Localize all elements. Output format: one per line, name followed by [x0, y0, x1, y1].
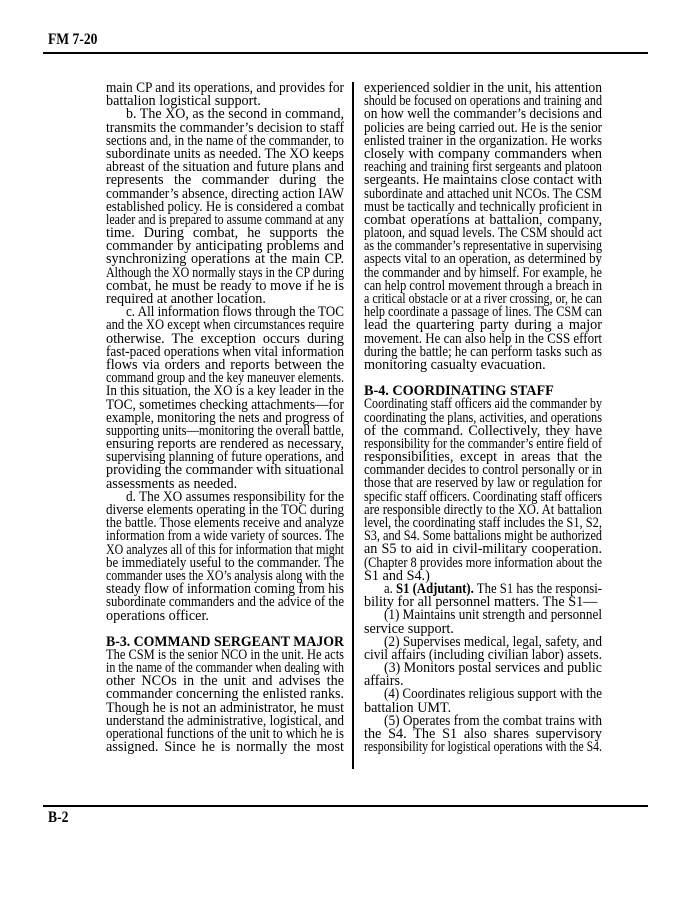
text-line: in the name of the commander when dealing with: [106, 660, 344, 677]
text-line: service support.: [364, 620, 454, 637]
text-line: responsibilities, except in areas that the: [364, 449, 602, 466]
text-line: platoon, and squad levels. The CSM should act: [364, 225, 602, 242]
text-line: abreast of the situation and future plans and: [106, 159, 344, 176]
text-line: commander by anticipating problems and: [106, 238, 344, 255]
page-number: B-2: [48, 809, 69, 826]
text-line: [364, 580, 602, 597]
text-line: otherwise. The exception occurs during: [106, 330, 344, 347]
text-line: and the XO except when circumstances require: [106, 317, 344, 334]
text-line: aspects vital to an operation, as determined by: [364, 251, 602, 268]
text-line: time. During combat, he supports the: [106, 225, 344, 242]
text-line: The CSM is the senior NCO in the unit. He acts: [106, 646, 344, 663]
text-line: operational functions of the unit to which he is: [106, 726, 344, 742]
text-line: supporting units—monitoring the overall battle,: [106, 422, 344, 439]
text-line: transmits the commander’s decision to staff: [106, 119, 344, 136]
text-line: on how well the commander’s decisions and: [364, 106, 602, 123]
text-line: during the battle; he can perform tasks such as: [364, 343, 602, 360]
text-line: XO analyzes all of this for information that might: [106, 541, 344, 558]
text-line: understand the administrative, logistical, and: [106, 712, 344, 729]
text-line: as the commander’s representative in supervising: [364, 238, 602, 255]
text-line: commander’s absence, directing action IAW: [106, 185, 344, 202]
text-line: (2) Supervises medical, legal, safety, and: [383, 633, 602, 650]
text-line: TOC, sometimes checking attachments—for: [106, 396, 344, 413]
text-run: a.: [383, 580, 397, 597]
text-line: sergeants. He maintains close contact with: [364, 172, 602, 189]
text-line: ensuring reports are rendered as necessary,: [106, 436, 344, 453]
text-line: steady flow of information coming from his: [106, 581, 344, 598]
section-heading: B-3. COMMAND SERGEANT MAJOR: [106, 633, 344, 650]
text-line: must be tactically and technically proficient in: [364, 198, 602, 215]
text-line: operations officer.: [106, 607, 209, 624]
text-line: experienced soldier in the unit, his attention: [364, 80, 602, 96]
text-line: lead the quartering party during a major: [364, 317, 602, 334]
text-line: (4) Coordinates religious support with the: [383, 686, 602, 703]
text-line: subordinate commanders and the advice of the: [106, 594, 344, 611]
left-text-column: [106, 82, 344, 754]
text-line: specific staff officers. Coordinating staff officers: [364, 488, 602, 505]
text-line: (1) Maintains unit strength and personnel: [383, 607, 602, 624]
text-line: other NCOs in the unit and advises the: [106, 673, 344, 690]
column-divider: [352, 82, 354, 769]
text-line: S3, and S4. Some battalions might be authorized: [364, 528, 602, 545]
text-line: subordinate and attached unit NCOs. The CSM: [364, 185, 602, 202]
text-line: c. All information flows through the TOC: [125, 304, 344, 321]
text-line: Though he is not an administrator, he must: [106, 699, 344, 716]
text-line: supervising planning of future operations, and: [106, 449, 344, 466]
text-line: movement. He can also help in the CSS effort: [364, 330, 602, 347]
footer-rule: [43, 805, 648, 807]
text-line: those that are reserved by law or regulation for: [364, 475, 602, 492]
text-line: required at another location.: [106, 291, 266, 307]
header-rule: [43, 52, 648, 54]
text-line: represents the commander during the: [106, 172, 344, 189]
text-run: The S1 has the responsi-: [473, 580, 602, 597]
text-line: should be focused on operations and training and: [364, 93, 602, 110]
text-line: (3) Monitors postal services and public: [383, 660, 602, 677]
page-header-title: FM 7-20: [48, 31, 98, 48]
text-line: synchronizing operations at the main CP.: [106, 251, 344, 268]
text-line: can help control movement through a breach in: [364, 277, 602, 294]
text-line: the S4. The S1 also shares supervisory: [364, 726, 602, 742]
text-line: the commander and by himself. For example, he: [364, 264, 602, 281]
text-line: affairs.: [364, 673, 404, 690]
text-line: an S5 to aid in civil-military cooperation.: [364, 541, 602, 558]
text-line: subordinate units as needed. The XO keeps: [106, 145, 344, 162]
right-text-column: [364, 82, 602, 754]
text-line: combat operations at battalion, company,: [364, 211, 602, 228]
text-line: assigned. Since he is normally the most: [106, 739, 344, 756]
text-line: closely with company commanders when: [364, 145, 602, 162]
text-line: providing the commander with situational: [106, 462, 344, 479]
text-line: (Chapter 8 provides more information about the: [364, 554, 602, 571]
text-line: civil affairs (including civilian labor) assets.: [364, 646, 602, 663]
text-line: level, the coordinating staff includes the S1, S2,: [364, 515, 602, 531]
text-line: enlisted trainer in the organization. He works: [364, 132, 602, 149]
text-line: leader and is prepared to assume command at any: [106, 211, 344, 228]
text-line: main CP and its operations, and provides for: [106, 80, 344, 96]
text-line: sections and, in the name of the commander, to: [106, 132, 344, 149]
text-line: established policy. He is considered a combat: [106, 198, 344, 215]
text-line: b. The XO, as the second in command,: [125, 106, 344, 123]
section-heading: B-4. COORDINATING STAFF: [364, 383, 554, 400]
text-line: the battle. Those elements receive and analyze: [106, 515, 344, 532]
text-line: information from a wide variety of sources. The: [106, 528, 344, 545]
text-line: responsibility for logistical operations with the S4.: [364, 739, 602, 756]
text-line: monitoring casualty evacuation.: [364, 356, 546, 373]
text-line: Coordinating staff officers aid the commander by: [364, 396, 602, 413]
text-line: help coordinate a passage of lines. The CSM can: [364, 304, 602, 321]
text-line: diverse elements operating in the TOC during: [106, 502, 344, 518]
text-line: a critical obstacle or at a river crossing, or, he can: [364, 291, 602, 307]
text-line: responsibility for the commander’s entire field of: [364, 435, 602, 452]
text-line: bility for all personnel matters. The S1—: [364, 594, 598, 611]
text-line: battalion logistical support.: [106, 93, 261, 110]
text-line: commander concerning the enlisted ranks.: [106, 686, 344, 703]
text-line: flows via orders and reports between the: [106, 356, 344, 373]
text-line: S1 and S4.): [364, 567, 430, 584]
text-line: assessments as needed.: [106, 475, 238, 492]
text-line: of the command. Collectively, they have: [364, 422, 602, 439]
text-line: combat, he must be ready to move if he is: [106, 277, 344, 294]
run-in-heading: S1 (Adjutant).: [396, 580, 474, 597]
text-line: reaching and training first sergeants and platoon: [364, 159, 602, 176]
text-line: (5) Operates from the combat trains with: [383, 712, 602, 729]
text-line: command group and the key maneuver elements.: [106, 370, 344, 387]
text-line: be immediately useful to the commander. The: [106, 554, 344, 571]
text-line: commander decides to control personally or in: [364, 462, 602, 479]
text-line: Although the XO normally stays in the CP during: [106, 264, 344, 281]
text-line: example, monitoring the nets and progress of: [106, 409, 344, 426]
text-line: commander uses the XO’s analysis along with the: [106, 567, 344, 584]
text-line: In this situation, the XO is a key leader in the: [106, 383, 344, 400]
text-line: battalion UMT.: [364, 699, 452, 716]
text-line: are responsible directly to the XO. At battalion: [364, 501, 602, 518]
text-line: coordinating the plans, activities, and operations: [364, 409, 602, 426]
text-line: d. The XO assumes responsibility for the: [125, 488, 344, 505]
text-line: fast-paced operations when vital information: [106, 343, 344, 360]
text-line: policies are being carried out. He is the senior: [364, 119, 602, 136]
